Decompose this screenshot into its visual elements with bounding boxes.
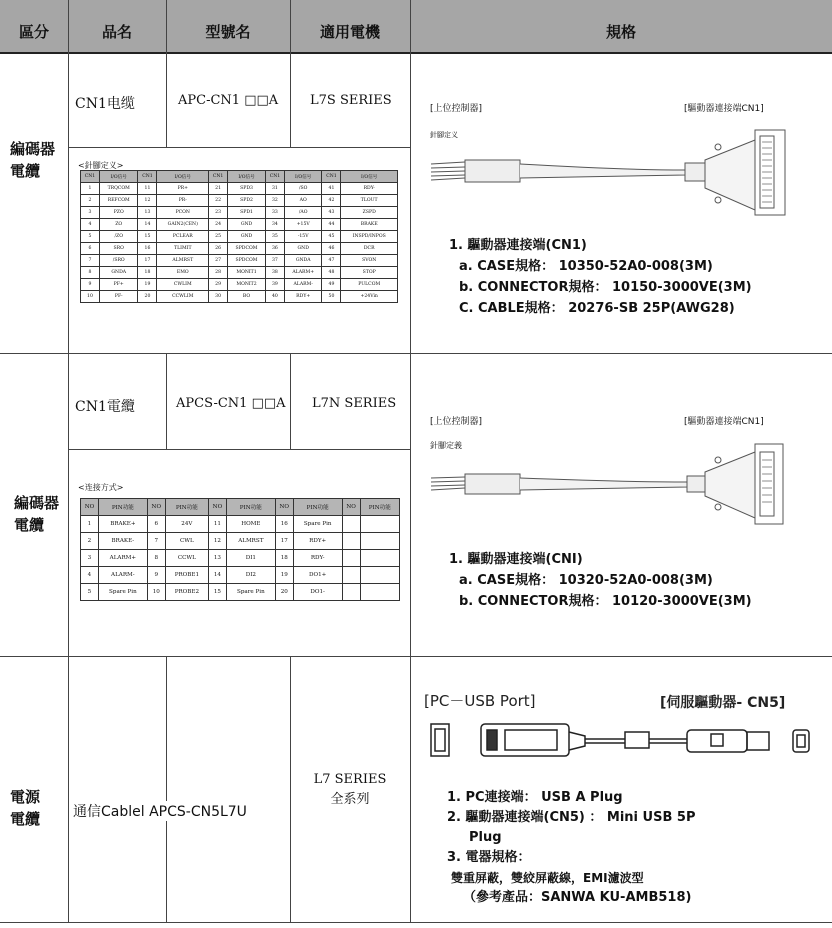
table-cell: 15: [208, 584, 226, 601]
table-cell: ALARM+: [98, 550, 147, 567]
table-cell: PROBE2: [165, 584, 208, 601]
table-cell: 12: [208, 533, 226, 550]
table-cell: 8: [81, 267, 100, 279]
table-cell: SPD3: [228, 183, 266, 195]
table-cell: RDY-: [341, 183, 398, 195]
spec-item: a. CASE規格： 10350-52A0-008(3M): [459, 259, 713, 274]
table-header: [0, 0, 832, 52]
divider: [0, 656, 832, 657]
table-cell: 46: [322, 243, 341, 255]
spec-item: 3. 電器規格：: [447, 850, 531, 865]
table-cell: 38: [265, 267, 284, 279]
table-header-cell: NO: [275, 499, 293, 516]
table-cell: BRAKE-: [98, 533, 147, 550]
table-cell: 16: [275, 516, 293, 533]
table-row: [81, 291, 398, 303]
table-header-cell: I/O信号: [228, 171, 266, 183]
table-header-cell: PIN功能: [98, 499, 147, 516]
table-cell: PZO: [99, 207, 138, 219]
table-cell: 7: [147, 533, 165, 550]
table-cell: 19: [275, 567, 293, 584]
row3-category: [10, 786, 40, 830]
table-row: [81, 584, 400, 601]
table-cell: [342, 516, 360, 533]
table-cell: REFCOM: [99, 195, 138, 207]
table-cell: 14: [208, 567, 226, 584]
table-cell: PR+: [157, 183, 209, 195]
row3-motor: [290, 770, 410, 810]
row3-diagram-right: [伺服驅動器- CN5]: [660, 695, 786, 711]
divider: [0, 52, 832, 54]
row1-model: APC-CN1 □□A: [178, 93, 279, 108]
table-cell: BO: [228, 291, 266, 303]
row2-spec: [449, 549, 752, 612]
table-cell: PR-: [157, 195, 209, 207]
table-cell: Spare Pin: [226, 584, 275, 601]
table-cell: 43: [322, 207, 341, 219]
table-cell: 41: [322, 183, 341, 195]
table-cell: CWLIM: [157, 279, 209, 291]
table-cell: [342, 533, 360, 550]
table-cell: 35: [265, 231, 284, 243]
table-cell: SPDCOM: [228, 255, 266, 267]
row3-name: 通信Cablel APCS-CN5L7U: [73, 801, 249, 821]
spec-item: Plug: [469, 830, 502, 845]
table-cell: TRQCOM: [99, 183, 138, 195]
table-header-cell: CN1: [81, 171, 100, 183]
table-cell: /SO: [284, 183, 322, 195]
table-cell: 24: [209, 219, 228, 231]
divider: [68, 0, 69, 922]
table-cell: 2: [81, 533, 99, 550]
table-cell: 36: [265, 243, 284, 255]
table-header-cell: CN1: [209, 171, 228, 183]
table-header-cell: I/O信号: [284, 171, 322, 183]
table-cell: CCWLIM: [157, 291, 209, 303]
table-row: [81, 243, 398, 255]
table-cell: EMO: [157, 267, 209, 279]
table-cell: /SRO: [99, 255, 138, 267]
table-cell: BRAKE: [341, 219, 398, 231]
table-row: [81, 550, 400, 567]
table-cell: 4: [81, 567, 99, 584]
spec-item: 1. PC連接端： USB A Plug: [447, 790, 623, 805]
table-header-cell: NO: [208, 499, 226, 516]
table-cell: SRO: [99, 243, 138, 255]
table-cell: 21: [209, 183, 228, 195]
table-cell: 24V: [165, 516, 208, 533]
table-cell: [360, 584, 399, 601]
table-row: [81, 279, 398, 291]
table-cell: DI2: [226, 567, 275, 584]
table-row: [81, 255, 398, 267]
table-cell: 25: [209, 231, 228, 243]
table-cell: PROBE1: [165, 567, 208, 584]
table-cell: 3: [81, 207, 100, 219]
table-cell: 16: [138, 243, 157, 255]
spec-item: b. CONNECTOR規格： 10120-3000VE(3M): [459, 594, 752, 609]
table-header-cell: NO: [342, 499, 360, 516]
table-cell: PCON: [157, 207, 209, 219]
table-cell: GNDA: [284, 255, 322, 267]
row1-diagram-sub: 針腳定义: [430, 131, 458, 139]
table-cell: 30: [209, 291, 228, 303]
table-cell: BRAKE+: [98, 516, 147, 533]
table-cell: 12: [138, 195, 157, 207]
divider: [68, 449, 410, 450]
spec-item: b. CONNECTOR規格： 10150-3000VE(3M): [459, 280, 752, 295]
table-cell: GND: [228, 219, 266, 231]
table-row: [81, 533, 400, 550]
row1-motor: L7S SERIES: [310, 93, 392, 108]
table-cell: 5: [81, 231, 100, 243]
table-cell: TLOUT: [341, 195, 398, 207]
table-cell: MONIT1: [228, 267, 266, 279]
table-cell: CCWL: [165, 550, 208, 567]
table-cell: 50: [322, 291, 341, 303]
table-cell: [342, 567, 360, 584]
divider: [290, 0, 291, 52]
table-cell: [360, 550, 399, 567]
table-cell: 20: [275, 584, 293, 601]
table-cell: MONIT2: [228, 279, 266, 291]
table-cell: 20: [138, 291, 157, 303]
table-cell: 42: [322, 195, 341, 207]
header-name: 品名: [101, 23, 132, 41]
table-cell: 9: [147, 567, 165, 584]
table-cell: ZSPD: [341, 207, 398, 219]
table-cell: INSPD/INPOS: [341, 231, 398, 243]
table-cell: 13: [138, 207, 157, 219]
table-header-cell: PIN功能: [360, 499, 399, 516]
table-cell: 22: [209, 195, 228, 207]
table-cell: PF+: [99, 279, 138, 291]
row2-name: CN1電纜: [75, 399, 135, 415]
header-model: 型號名: [205, 23, 251, 41]
table-cell: 33: [265, 207, 284, 219]
table-cell: SPDCOM: [228, 243, 266, 255]
table-cell: 10: [147, 584, 165, 601]
table-cell: 14: [138, 219, 157, 231]
table-header-cell: PIN功能: [165, 499, 208, 516]
table-row: [81, 231, 398, 243]
row1-diagram-left: [上位控制器]: [430, 104, 483, 114]
row2-motor: L7N SERIES: [312, 396, 397, 411]
table-cell: 48: [322, 267, 341, 279]
table-cell: 1: [81, 183, 100, 195]
divider: [290, 52, 291, 147]
table-header-row: [81, 499, 400, 516]
divider: [166, 656, 167, 922]
table-cell: 4: [81, 219, 100, 231]
spec-title: 1. 驅動器連接端(CNI): [449, 552, 583, 567]
table-cell: 37: [265, 255, 284, 267]
row3-diagram-left: [PC－USB Port]: [424, 692, 536, 710]
table-row: [81, 219, 398, 231]
table-header-cell: CN1: [138, 171, 157, 183]
header-category: 區分: [18, 23, 49, 41]
table-cell: 17: [138, 255, 157, 267]
category-line: 電纜: [14, 516, 45, 534]
table-cell: RDY+: [293, 533, 342, 550]
divider: [290, 353, 291, 449]
header-motor: 適用電機: [319, 23, 380, 41]
category-line: 電纜: [10, 810, 41, 828]
table-cell: 6: [147, 516, 165, 533]
table-cell: 31: [265, 183, 284, 195]
pin-table-cn1-l7n: [80, 498, 400, 601]
table-cell: [360, 567, 399, 584]
table-cell: 17: [275, 533, 293, 550]
table-cell: ALARM-: [284, 279, 322, 291]
table-header-cell: NO: [81, 499, 99, 516]
table-cell: 44: [322, 219, 341, 231]
cable-diagram-cn1: [425, 120, 825, 230]
divider: [166, 0, 167, 52]
table-cell: ALARM+: [284, 267, 322, 279]
divider: [0, 353, 832, 354]
table-cell: [360, 533, 399, 550]
table-row: [81, 267, 398, 279]
table-cell: DCR: [341, 243, 398, 255]
table-cell: 13: [208, 550, 226, 567]
table-cell: 9: [81, 279, 100, 291]
row1-spec: [449, 235, 752, 319]
table-cell: 11: [138, 183, 157, 195]
category-line: 電纜: [10, 162, 41, 180]
table-cell: 40: [265, 291, 284, 303]
motor-line: L7 SERIES: [313, 772, 387, 787]
pin-table-cn1: [80, 170, 398, 303]
row2-category: [14, 492, 59, 536]
table-cell: 18: [275, 550, 293, 567]
spec-item: 2. 驅動器連接端(CN5) ： Mini USB 5P: [447, 810, 696, 825]
divider: [166, 353, 167, 449]
row2-diagram-sub: 針腳定義: [430, 441, 462, 450]
table-row: [81, 183, 398, 195]
table-cell: CWL: [165, 533, 208, 550]
table-cell: 3: [81, 550, 99, 567]
table-cell: 32: [265, 195, 284, 207]
cable-diagram-cn1-l7n: [425, 430, 825, 540]
spec-title: 1. 驅動器連接端(CN1): [449, 238, 587, 253]
table-cell: 19: [138, 279, 157, 291]
table-cell: DI1: [226, 550, 275, 567]
row2-table-title: <连接方式>: [78, 483, 124, 492]
table-cell: +15V: [284, 219, 322, 231]
table-cell: PCLEAR: [157, 231, 209, 243]
table-cell: PULCOM: [341, 279, 398, 291]
table-cell: 7: [81, 255, 100, 267]
table-cell: STOP: [341, 267, 398, 279]
table-cell: 11: [208, 516, 226, 533]
header-spec: 規格: [605, 23, 636, 41]
table-header-cell: CN1: [322, 171, 341, 183]
table-cell: [342, 584, 360, 601]
table-header-cell: PIN功能: [226, 499, 275, 516]
table-cell: 23: [209, 207, 228, 219]
table-cell: -15V: [284, 231, 322, 243]
spec-item: C. CABLE規格： 20276-SB 25P(AWG28): [459, 301, 735, 316]
table-cell: SPD1: [228, 207, 266, 219]
table-cell: DO1+: [293, 567, 342, 584]
category-line: 編碼器: [14, 494, 60, 512]
table-header-row: [81, 171, 398, 183]
row1-name: CN1电缆: [75, 96, 135, 112]
table-cell: /ZO: [99, 231, 138, 243]
row1-diagram-right: [驅動器連接端CN1]: [684, 104, 764, 114]
table-cell: 47: [322, 255, 341, 267]
usb-cable-diagram: [425, 718, 825, 768]
table-cell: +24Vin: [341, 291, 398, 303]
table-cell: GND: [284, 243, 322, 255]
spec-item: a. CASE規格： 10320-52A0-008(3M): [459, 573, 713, 588]
table-cell: Spare Pin: [98, 584, 147, 601]
table-cell: GND: [228, 231, 266, 243]
row2-diagram-right: [驅動器連接端CN1]: [684, 417, 764, 427]
table-cell: 2: [81, 195, 100, 207]
table-cell: ALARM-: [98, 567, 147, 584]
table-cell: [342, 550, 360, 567]
table-row: [81, 195, 398, 207]
motor-line: 全系列: [330, 792, 370, 807]
table-cell: PF-: [99, 291, 138, 303]
row1-category: [10, 138, 55, 182]
table-cell: ALMRST: [157, 255, 209, 267]
table-cell: SVON: [341, 255, 398, 267]
row2-diagram-left: [上位控制器]: [430, 417, 483, 427]
row1-table-title: <針腳定义>: [78, 161, 124, 170]
table-cell: ZO: [99, 219, 138, 231]
row3-spec: [447, 788, 695, 908]
table-cell: AO: [284, 195, 322, 207]
table-cell: 29: [209, 279, 228, 291]
category-line: 編碼器: [10, 140, 56, 158]
table-header-cell: I/O信号: [157, 171, 209, 183]
table-cell: 34: [265, 219, 284, 231]
table-cell: 49: [322, 279, 341, 291]
divider: [0, 922, 832, 923]
table-header-cell: I/O信号: [99, 171, 138, 183]
table-header-cell: PIN功能: [293, 499, 342, 516]
table-cell: GNDA: [99, 267, 138, 279]
table-row: [81, 516, 400, 533]
table-cell: 26: [209, 243, 228, 255]
table-cell: Spare Pin: [293, 516, 342, 533]
spec-item: （參考產品：SANWA KU-AMB518): [463, 890, 692, 905]
table-cell: 8: [147, 550, 165, 567]
row2-model: APCS-CN1 □□A: [176, 396, 286, 411]
table-cell: 28: [209, 267, 228, 279]
table-cell: 1: [81, 516, 99, 533]
table-header-cell: CN1: [265, 171, 284, 183]
table-cell: TLIMIT: [157, 243, 209, 255]
spec-item: 雙重屏蔽，雙絞屏蔽線，EMI濾波型: [451, 871, 644, 885]
table-cell: ALMRST: [226, 533, 275, 550]
divider: [68, 147, 410, 148]
divider: [410, 0, 411, 922]
table-cell: DO1-: [293, 584, 342, 601]
table-header-cell: I/O信号: [341, 171, 398, 183]
table-cell: 15: [138, 231, 157, 243]
table-cell: SPD2: [228, 195, 266, 207]
category-line: 電源: [10, 788, 41, 806]
table-cell: 10: [81, 291, 100, 303]
table-cell: RDY-: [293, 550, 342, 567]
table-cell: 5: [81, 584, 99, 601]
table-cell: 18: [138, 267, 157, 279]
table-cell: RDY+: [284, 291, 322, 303]
table-cell: 39: [265, 279, 284, 291]
table-cell: [360, 516, 399, 533]
table-header-cell: NO: [147, 499, 165, 516]
table-row: [81, 567, 400, 584]
table-cell: 27: [209, 255, 228, 267]
divider: [166, 52, 167, 147]
table-cell: HOME: [226, 516, 275, 533]
table-cell: /AO: [284, 207, 322, 219]
table-cell: 6: [81, 243, 100, 255]
table-cell: 45: [322, 231, 341, 243]
table-cell: GAIN2(CEN): [157, 219, 209, 231]
table-row: [81, 207, 398, 219]
